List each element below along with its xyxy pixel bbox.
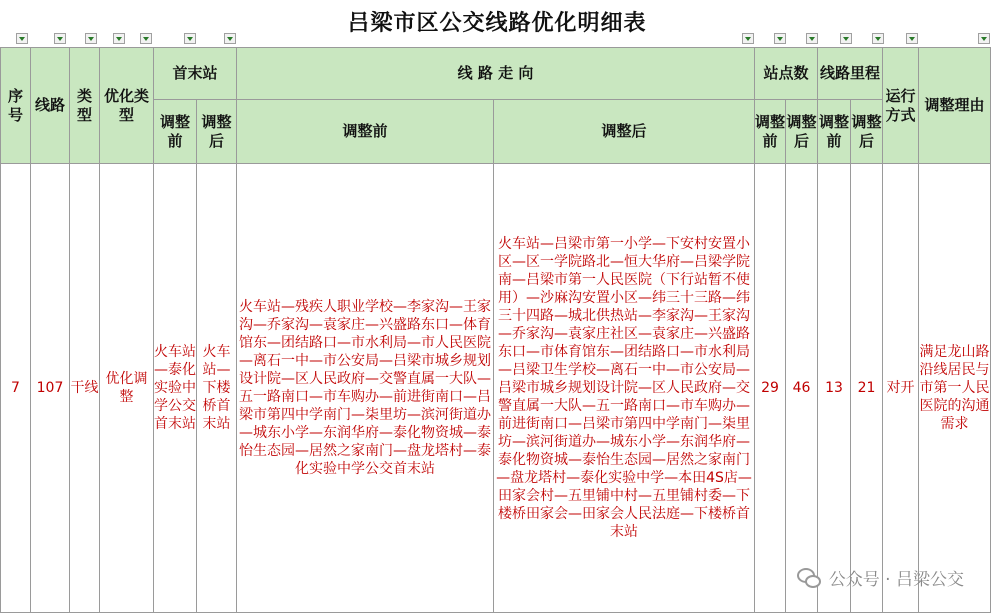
header-type: 类型	[70, 48, 100, 164]
cell-line: 107	[31, 164, 70, 613]
cell-route-after: 火车站—吕梁市第一小学—下安村安置小区—区一学院路北—恒大华府—吕梁学院南—吕梁市第一人民医院（下行站暂不使用）—沙麻沟安置小区—纬三十三路—纬三十四路—城北供热站—李家沟—王家沟—乔家沟—袁家庄社区—袁家庄—兴盛路东口—市体育馆东—团结路口—市水利局—吕梁卫生学校—离石一中—市公安局—吕梁市城乡规划设计院—区人民政府—交警直属一大队—五一路南口—市车购办—前进街南口—吕梁市第四中学南门—柒里坊—滨河街道办—城东小学—东润华府—泰化物资城—泰怡生态园—居然之家南门—盘龙塔村—泰化实验中学—本田4S店—田家会村—五里铺中村—五里铺村委—下楼桥田家会—田家会人民法庭—下楼桥首末站	[494, 164, 755, 613]
cell-reason: 满足龙山路沿线居民与市第一人民医院的沟通需求	[919, 164, 991, 613]
watermark-text: 公众号 · 吕梁公交	[828, 570, 964, 590]
filter-dropdown-icon[interactable]	[54, 33, 66, 44]
filter-row	[0, 33, 994, 47]
filter-dropdown-icon[interactable]	[742, 33, 754, 44]
cell-route-before: 火车站—残疾人职业学校—李家沟—王家沟—乔家沟—袁家庄—兴盛路东口—体育馆东—团结路口—市水利局—市人民医院—离石一中—市公安局—吕梁市城乡规划设计院—区人民政府—交警直属一大队—五一路南口—市车购办—前进街南口—吕梁市第四中学南门—柒里坊—滨河街道办—城东小学—东润华府—泰化物资城—泰怡生态园—居然之家南门—盘龙塔村—泰化实验中学公交首末站	[237, 164, 494, 613]
filter-dropdown-icon[interactable]	[16, 33, 28, 44]
header-seq: 序号	[1, 48, 31, 164]
header-stops-after: 调整后	[786, 100, 818, 164]
filter-dropdown-icon[interactable]	[840, 33, 852, 44]
header-mileage-after: 调整后	[851, 100, 883, 164]
cell-mileage-before: 13	[818, 164, 851, 613]
header-route-after: 调整后	[494, 100, 755, 164]
filter-dropdown-icon[interactable]	[140, 33, 152, 44]
cell-type: 干线	[70, 164, 100, 613]
header-mileage: 线路里程	[818, 48, 883, 100]
header-stops-before: 调整前	[755, 100, 786, 164]
filter-dropdown-icon[interactable]	[906, 33, 918, 44]
cell-opt-type: 优化调整	[100, 164, 154, 613]
filter-dropdown-icon[interactable]	[184, 33, 196, 44]
cell-seq: 7	[1, 164, 31, 613]
filter-dropdown-icon[interactable]	[85, 33, 97, 44]
cell-stops-after: 46	[786, 164, 818, 613]
table-row	[1, 164, 991, 613]
cell-stops-before: 29	[755, 164, 786, 613]
filter-dropdown-icon[interactable]	[806, 33, 818, 44]
filter-dropdown-icon[interactable]	[113, 33, 125, 44]
cell-terminal-before: 火车站—泰化实验中学公交首末站	[154, 164, 197, 613]
header-line: 线路	[31, 48, 70, 164]
header-terminal: 首末站	[154, 48, 237, 100]
route-table	[0, 47, 991, 613]
header-terminal-after: 调整后	[197, 100, 237, 164]
cell-mileage-after: 21	[851, 164, 883, 613]
watermark	[797, 565, 964, 590]
header-route: 线 路 走 向	[237, 48, 755, 100]
filter-dropdown-icon[interactable]	[978, 33, 990, 44]
cell-terminal-after: 火车站—下楼桥首末站	[197, 164, 237, 613]
header-opt-type: 优化类型	[100, 48, 154, 164]
filter-dropdown-icon[interactable]	[872, 33, 884, 44]
filter-dropdown-icon[interactable]	[224, 33, 236, 44]
wechat-icon	[797, 568, 821, 588]
header-reason: 调整理由	[919, 48, 991, 164]
page-title: 吕梁市区公交线路优化明细表	[347, 11, 647, 36]
header-terminal-before: 调整前	[154, 100, 197, 164]
cell-mode: 对开	[883, 164, 919, 613]
header-mode: 运行方式	[883, 48, 919, 164]
header-stops: 站点数	[755, 48, 818, 100]
header-mileage-before: 调整前	[818, 100, 851, 164]
filter-dropdown-icon[interactable]	[774, 33, 786, 44]
header-route-before: 调整前	[237, 100, 494, 164]
